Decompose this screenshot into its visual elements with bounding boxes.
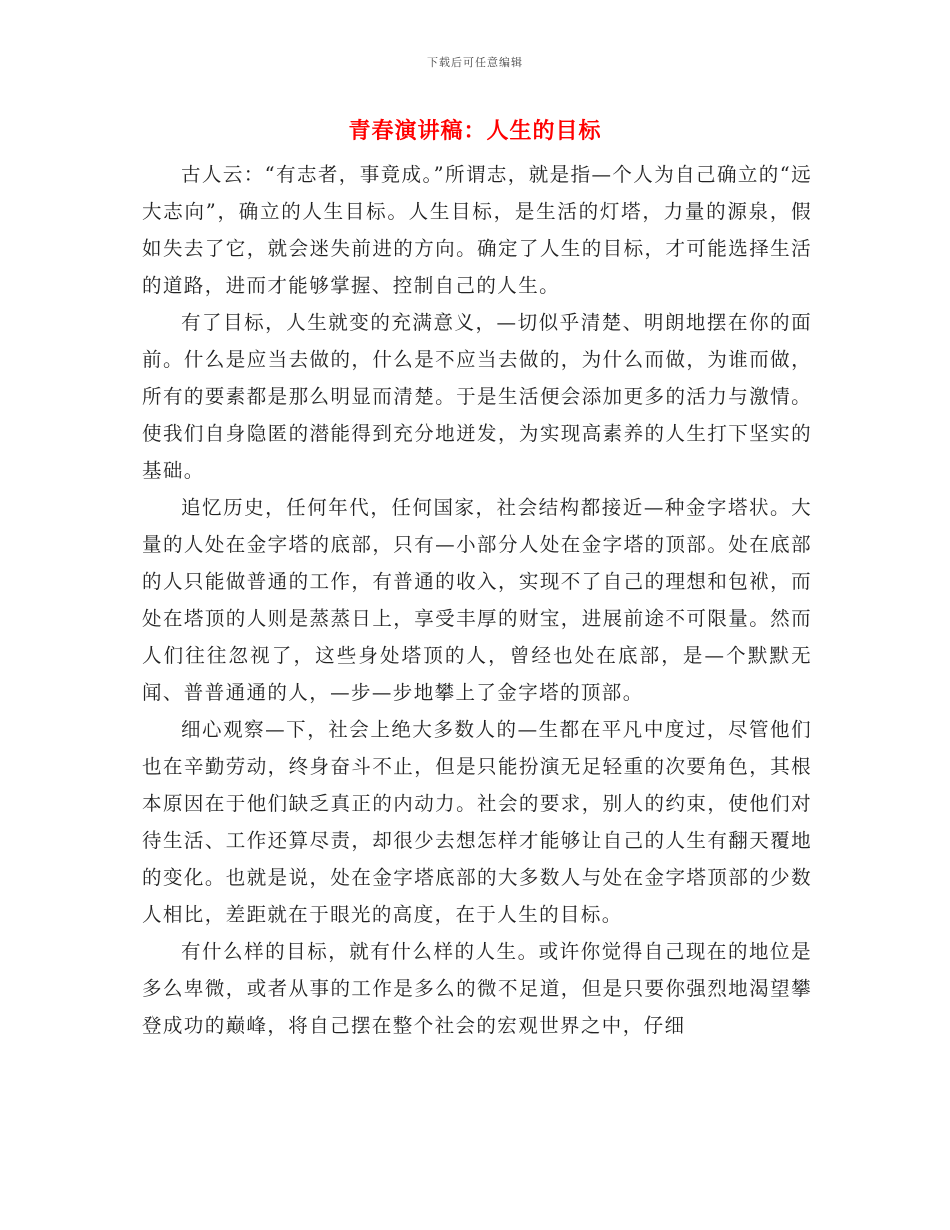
header-note: 下载后可任意编辑 (427, 56, 523, 69)
paragraph-1: 古人云：“有志者，事竟成。”所谓志，就是指—个人为自己确立的“远大志向”，确立的人生目标。人生目标，是生活的灯塔，力量的源泉，假如失去了它，就会迷失前进的方向。确定了人生的目标，才可能选择生活的道路，进而才能够掌握、控制自己的人生。 (142, 163, 812, 297)
document-body (142, 156, 812, 1044)
paragraph-3: 追忆历史，任何年代，任何国家，社会结构都接近—种金字塔状。大量的人处在金字塔的底部，只有—小部分人处在金字塔的顶部。处在底部的人只能做普通的工作，有普通的收入，实现不了自己的理想和包袱，而处在塔顶的人则是蒸蒸日上，享受丰厚的财宝，进展前途不可限量。然而人们往往忽视了，这些身处塔顶的人，曾经也处在底部，是—个默默无闻、普普通通的人，—步—步地攀上了金字塔的顶部。 (142, 496, 812, 704)
paragraph-4: 细心观察—下，社会上绝大多数人的—生都在平凡中度过，尽管他们也在辛勤劳动，终身奋斗不止，但是只能扮演无足轻重的次要角色，其根本原因在于他们缺乏真正的内动力。社会的要求，别人的约束，使他们对待生活、工作还算尽责，却很少去想怎样才能够让自己的人生有翻天覆地的变化。也就是说，处在金字塔底部的大多数人与处在金字塔顶部的少数人相比，差距就在于眼光的高度，在于人生的目标。 (142, 718, 812, 926)
paragraph-2: 有了目标，人生就变的充满意义，—切似乎清楚、明朗地摆在你的面前。什么是应当去做的，什么是不应当去做的，为什么而做，为谁而做，所有的要素都是那么明显而清楚。于是生活便会添加更多的活力与激情。使我们自身隐匿的潜能得到充分地迸发，为实现高素养的人生打下坚实的基础。 (142, 311, 812, 482)
document-title: 青春演讲稿：人生的目标 (348, 118, 602, 144)
paragraph-5: 有什么样的目标，就有什么样的人生。或许你觉得自己现在的地位是多么卑微，或者从事的工作是多么的微不足道，但是只要你强烈地渴望攀登成功的巅峰，将自己摆在整个社会的宏观世界之中，仔细 (142, 940, 812, 1037)
